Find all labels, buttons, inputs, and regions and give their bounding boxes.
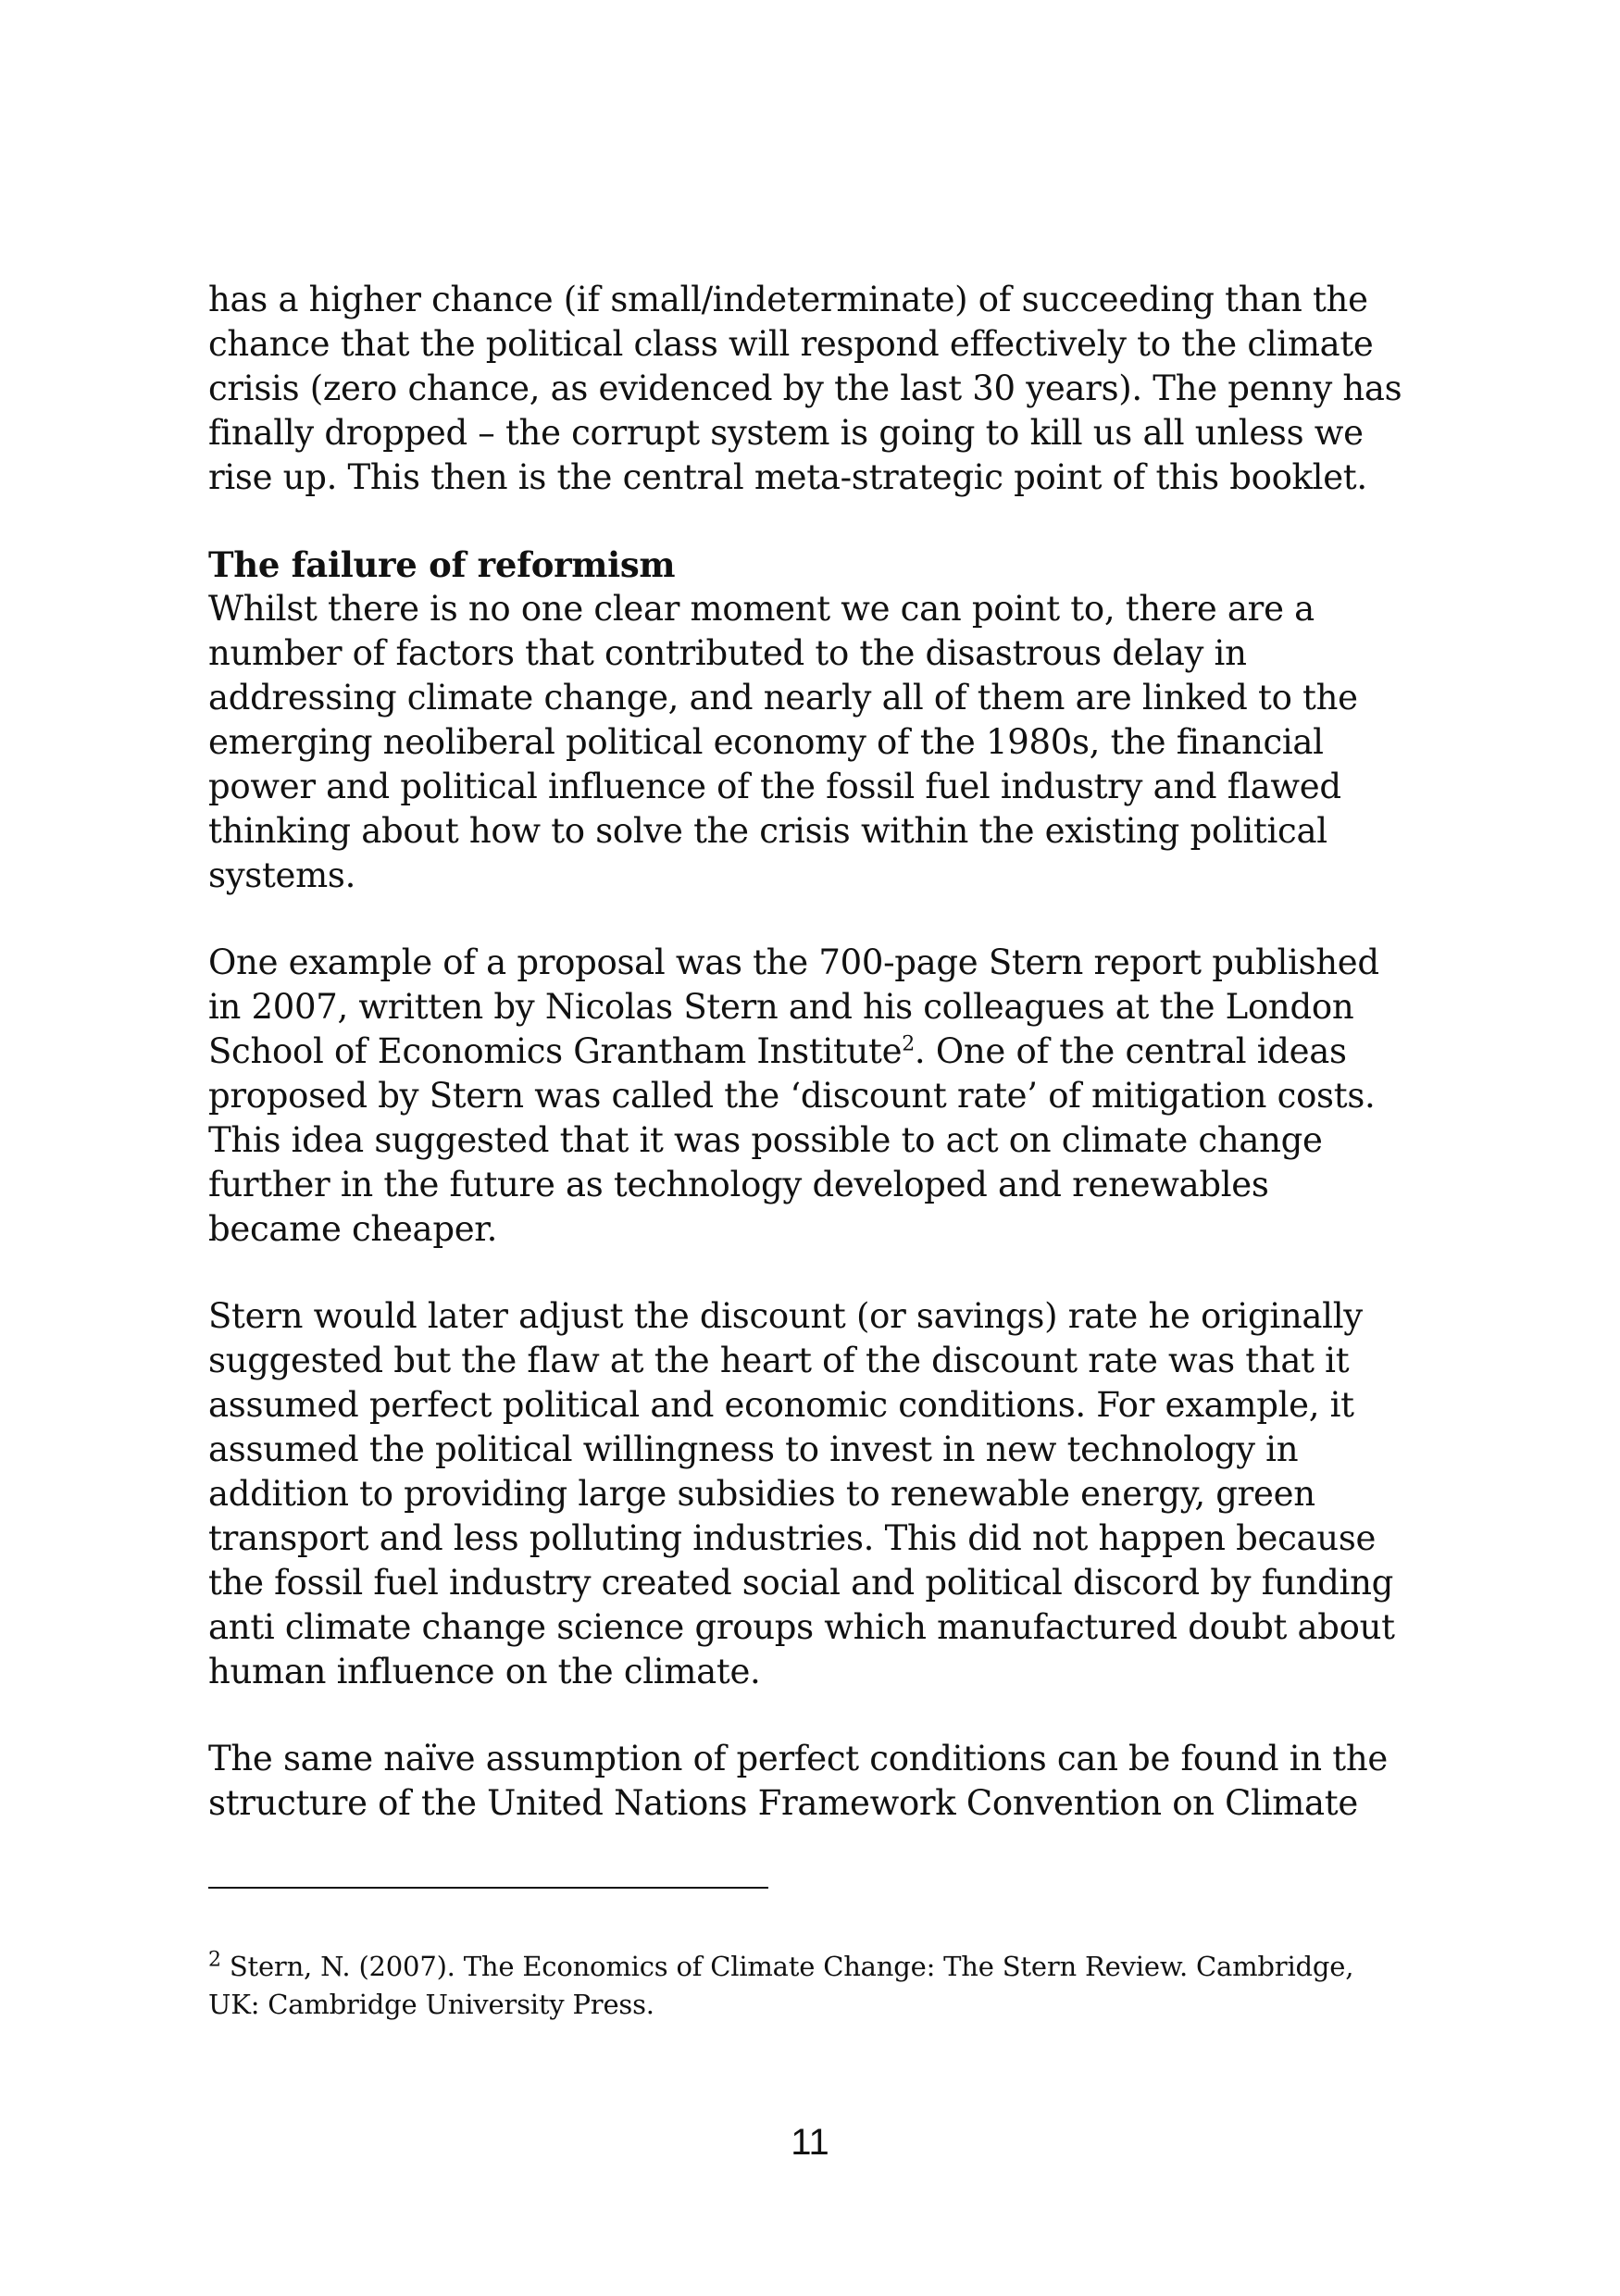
body-text — [208, 278, 1412, 1868]
paragraph-1: has a higher chance (if small/indeterminate) of succeeding than the chance that the political class will respond effectively to the climate crisis (zero chance, as evidenced by the last 30 years). The penny has finally dropped – the corrupt system is going to kill us all unless we rise up. This then is the central meta-strategic point of this booklet. — [208, 280, 1402, 497]
footnote-divider — [208, 1887, 768, 1889]
paragraph-4: Stern would later adjust the discount (or savings) rate he originally suggested but the flaw at the heart of the discount rate was that it assumed perfect political and economic conditions. For example, it assumed the political willingness to invest in new technology in addition to providing large subsidies to renewable energy, green transport and less polluting industries. This did not happen because the fossil fuel industry created social and political discord by funding anti climate change science groups which manufactured doubt about human influence on the climate. — [208, 1296, 1395, 1691]
paragraph-2: Whilst there is no one clear moment we can point to, there are a number of factors that contributed to the disastrous delay in addressing climate change, and nearly all of them are linked to the emerging neoliberal political economy of the 1980s, the financial power and political influence of the fossil fuel industry and flawed thinking about how to solve the crisis within the existing political systems. — [208, 589, 1358, 895]
paragraph-3-text-b: . One of the central ideas proposed by Stern was called the ‘discount rate’ of mitigation costs. This idea suggested that it was possible to act on climate change further in the future as technology developed and renewables became cheaper. — [208, 1031, 1376, 1249]
footnote-text: Stern, N. (2007). The Economics of Climate Change: The Stern Review. Cambridge, UK: Cambridge University Press. — [208, 1951, 1354, 2020]
paragraph-3-text-a: One example of a proposal was the 700-page Stern report published in 2007, written by Nicolas Stern and his colleagues at the London School of Economics Grantham Institute — [208, 942, 1379, 1071]
paragraph-5: The same naïve assumption of perfect conditions can be found in the structure of the United Nations Framework Convention on Climate — [208, 1739, 1388, 1823]
page-number: 11 — [791, 2122, 829, 2163]
section-heading: The failure of reformism — [208, 544, 676, 585]
footnote-reference: 2 — [902, 1032, 915, 1056]
paragraph-3 — [208, 941, 1412, 1252]
footnote-number: 2 — [208, 1948, 221, 1972]
footnote — [208, 1948, 1412, 2024]
